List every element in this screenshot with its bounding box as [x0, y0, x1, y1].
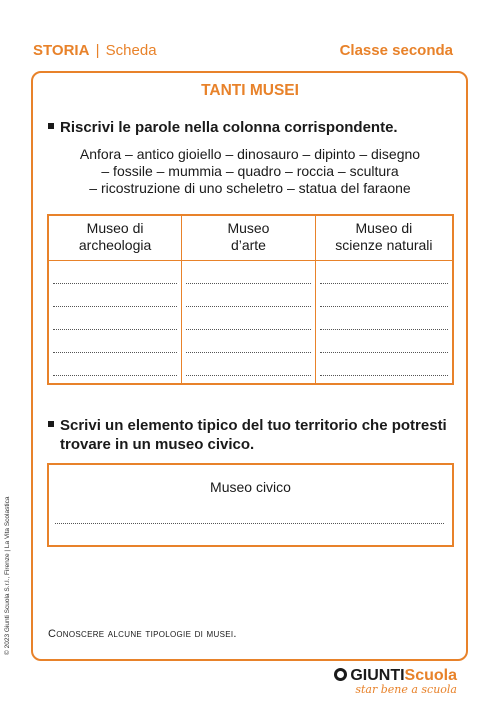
- answer-line[interactable]: [186, 353, 311, 376]
- answer-line[interactable]: [186, 330, 311, 353]
- sheet-label: Scheda: [105, 42, 157, 59]
- publisher-logo: [334, 667, 457, 696]
- bullet-icon: [48, 421, 54, 427]
- learning-objective: Conoscere alcune tipologie di musei.: [48, 628, 237, 640]
- grade-label: Classe seconda: [339, 42, 453, 59]
- copyright-notice: © 2023 Giunti Scuola S.r.l., Firenze | La Vita Scolastica: [4, 496, 11, 655]
- word-list-line: – fossile – mummia – quadro – roccia – scultura: [101, 163, 399, 179]
- answer-line[interactable]: [320, 261, 448, 284]
- column-header-natural-science: [315, 215, 453, 261]
- exercise1-instruction-text: Riscrivi le parole nella colonna corrispondente.: [60, 119, 398, 136]
- answer-line[interactable]: [186, 307, 311, 330]
- answer-line[interactable]: [53, 261, 177, 284]
- answer-line[interactable]: [53, 353, 177, 376]
- giunti-g-logo-icon: [334, 668, 347, 681]
- bullet-icon: [48, 123, 54, 129]
- exercise2-instruction: [48, 416, 447, 454]
- answer-line[interactable]: [320, 284, 448, 307]
- column-header-art: [182, 215, 316, 261]
- civic-museum-label: Museo civico: [210, 479, 291, 495]
- word-list-line: Anfora – antico gioiello – dinosauro – dipinto – disegno: [79, 146, 421, 162]
- column-header-archeology: [48, 215, 182, 261]
- civic-museum-box: [47, 463, 454, 547]
- column-header-line: archeologia: [78, 237, 152, 253]
- column-header-line: Museo di: [86, 220, 144, 236]
- word-list: [48, 146, 452, 197]
- answer-cell-natural-science[interactable]: [315, 261, 453, 385]
- answer-line[interactable]: [186, 261, 311, 284]
- answer-line[interactable]: [320, 307, 448, 330]
- header-separator: |: [95, 42, 100, 59]
- column-header-line: Museo: [227, 220, 270, 236]
- column-header-line: Museo di: [355, 220, 413, 236]
- answer-line[interactable]: [186, 284, 311, 307]
- answer-line[interactable]: [320, 330, 448, 353]
- answer-cell-art[interactable]: [182, 261, 316, 385]
- brand-name-part1: GIUNTI: [350, 667, 405, 684]
- column-header-line: scienze naturali: [335, 237, 433, 253]
- page-header: [33, 42, 453, 64]
- exercise2-instruction-line2: trovare in un museo civico.: [60, 436, 255, 453]
- subject-label: STORIA: [33, 42, 90, 59]
- answer-cell-archeology[interactable]: [48, 261, 182, 385]
- brand-slogan: star bene a scuola: [355, 683, 457, 696]
- exercise1-instruction: [48, 118, 398, 137]
- answer-line[interactable]: [53, 307, 177, 330]
- word-list-line: – ricostruzione di uno scheletro – statua del faraone: [89, 180, 411, 196]
- answer-line[interactable]: [53, 330, 177, 353]
- museum-table: [47, 214, 454, 385]
- answer-line[interactable]: [53, 284, 177, 307]
- answer-line[interactable]: [320, 353, 448, 376]
- column-header-line: d’arte: [230, 237, 266, 253]
- brand-name-part2: Scuola: [404, 667, 457, 684]
- worksheet-title: TANTI MUSEI: [201, 82, 299, 99]
- exercise2-instruction-line1: Scrivi un elemento tipico del tuo territorio che potresti: [60, 417, 447, 434]
- answer-line[interactable]: [55, 523, 444, 524]
